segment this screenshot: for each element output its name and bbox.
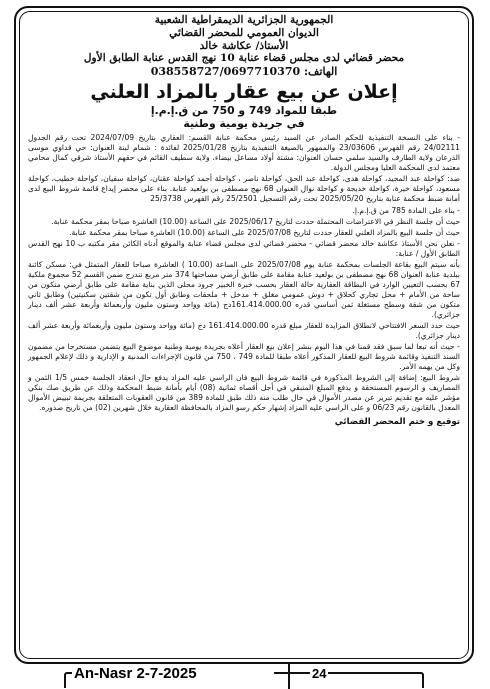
paragraph-opening-price: حيث حدد السعر الافتتاحي لانطلاق المزايدة للعقار مبلغ قدره 161.414.000.00 دج (مائة وواحد وستون مليون وأربعمائة وأربعة عشر ألف دينار جزائري). bbox=[28, 321, 461, 341]
notice-subtitle-articles: طبقا للمواد 749 و 750 من ق.إ.م.إ bbox=[150, 104, 338, 118]
header-bailiff-name: الأستاذ/ عكاشة خالد bbox=[199, 39, 289, 52]
paragraph-sale-session: حيث أن جلسة البيع بالمزاد العلني للعقار حددت لتاريخ 2025/07/08 على الساعة (10.00) العاشرة صباحا بمقر محكمة عنابة. bbox=[69, 227, 460, 237]
footer-page-number: 24 bbox=[312, 666, 327, 681]
notice-frame bbox=[14, 6, 474, 664]
header-phone: الهاتف: 038558727/0697710370 bbox=[150, 65, 338, 79]
header-office: الديوان العمومي للمحضر القضائي bbox=[169, 26, 319, 39]
header-republic: الجمهورية الجزائرية الديمقراطية الشعبية bbox=[154, 14, 334, 26]
notice-body bbox=[28, 133, 460, 413]
paragraph-objections-session: حيث أن جلسة النظر في الاعتراضات المحتملة حددت لتاريخ 2025/06/17 على الساعة (10.00) العاشرة صباحا بمقر محكمة عنابة. bbox=[51, 216, 460, 226]
paragraph-article: - بناء على المادة 785 من ق.إ.م.إ. bbox=[352, 205, 460, 215]
paragraph-judgment: - بناء على النسخة التنفيذية للحكم الصادر عن السيد رئيس محكمة عنابة القسم: العقاري بتاريخ 2024/07/09 تحت رقم الجدول 24/02111 رقم الفهرس 23/03606 والممهور بالصيغة التنفيذية بتاريخ 2025/01/28 لفائدة : شمام لبنة العنوان: حي قداوي موسى الذرعان ولاية الطارف والسيد سلمي حسان العنوان: مشتة أولاد مساعل بيضاء، ولاية سطيف القائم في حقهم الأستاذ شرقي كمال محامي معتمد لدى المحكمة العليا ومجلس الدولة. bbox=[28, 133, 460, 173]
paragraph-announcement: - نعلن نحن الأستاذ عكاشة خالد محضر قضائي - محضر قضائي لدى مجلس قضاء عنابة والموقع أدناه الكائن مقر مكتبه ب 10 نهج القدس الطابق الأول / عنابة: bbox=[28, 238, 460, 258]
notice-content bbox=[28, 14, 460, 427]
paragraph-defendants: ضد: كواحلة عبد المجيد، كواحلة هدى، كواحلة عبد الحق، كواحلة ناصر ، كواحلة أحمد كواحلة عقنان، كواحلة سفيان، كواحلة خطيب، كواحلة مسعود، كواحلة خيرة، كواحلة خديجة و كواحلة نوال العنوان 68 نهج مصطفى بن بولعيد عنابة. بناء على محضر إيداع قائمة شروط البيع لدى أمانة ضبط محكمة عنابة بتاريخ 2025/05/20 تحت رقم التسجيل 25/2501 رقم الفهرس 25/3738 bbox=[28, 174, 460, 204]
signature-line: توقيع و ختم المحضر القضائي bbox=[334, 417, 460, 428]
footer-publication: An-Nasr 2-7-2025 bbox=[72, 665, 274, 682]
paragraph-publication: - حيث أنه تبعا لما سبق فقد قمنا في هذا اليوم بنشر إعلان بيع العقار أعلاه بجريدة يومية وطنية موضوع البيع يتضمن مستخرجا من مضمون السند التنفيذ وقائمة شروط البيع للعقار المذكور أعلاه طبقا للمادة 749 ، 750 من قانون الإجراءات المدنية و الإدارية و ذلك لإعلام الجمهور وكل من يهمه الأمر. bbox=[28, 342, 461, 372]
notice-title: إعلان عن بيع عقار بالمزاد العلني bbox=[90, 81, 398, 104]
page-footer bbox=[64, 665, 424, 688]
footer-divider bbox=[288, 663, 290, 689]
notice-subtitle-newspaper: في جريدة يومية وطنية bbox=[183, 117, 305, 131]
header-address: محضر قضائي لدى مجلس قضاء عنابة 10 نهج القدس عنابة الطابق الأول bbox=[83, 52, 405, 65]
paragraph-property-description: بأنه سيتم البيع بقاعة الجلسات بمحكمة عنابة يوم 2025/07/08 على الساعة (10.00 ) العاشرة صباحا للعقار المتمثل في: مسكن كائنة ببلدية عنابة العنوان 68 نهج مصطفى بن بولعيد عنابة مقامة على طابق أرضي مساحتها 374 متر مربع تندرج ضمن القسم 52 مجموع ملكية 67 بحسب التعيين الوارد في البطاقة العقارية حالة العقار بحسب خبرة الخبير جرود محلى الذين بناية مقامة على طابق أرضي متكون من ساحة من الأمام + محل تجاري كحلاق + دوش عمومي مغلق + مدخل + ملحقات وطابق أول تكون من شقتين سكنيتين) وطابق ثاني متكون من شقة وسطح مستغلة ثمن أساسي قدره 161.414.000.00دج (مائة وواحد وستون مليون وأربعمائة وأربعة عشر ألف دينار جزائري). bbox=[28, 259, 460, 319]
paragraph-sale-conditions: شروط البيع: إضافة إلى الشروط المذكورة في قائمة شروط البيع فان الراسي عليه المزاد يدفع حال انعقاد الجلسة خمس 1/5 الثمن و المصاريف و الرسوم المستحقة و يدفع المبلغ المتبقي في أجل أقصاه ثمانية (08) أيام بأمانة ضبط المحكمة وذلك عن طريق صك بنكي مؤشر عليه مع تقديم تبرير عن مصدر الأموال في حال طلب منه ذلك طبق للمادة 389 من قانون العقوبات المتعلقة بجريمة تبييض الأموال المعدل بالقانون رقم 06/23 و على الراسي عليه المزاد إشهار حكم رسو المزاد بالمحافظة العقارية خلال شهرين (02) من تاريخ صدوره. bbox=[28, 373, 460, 413]
